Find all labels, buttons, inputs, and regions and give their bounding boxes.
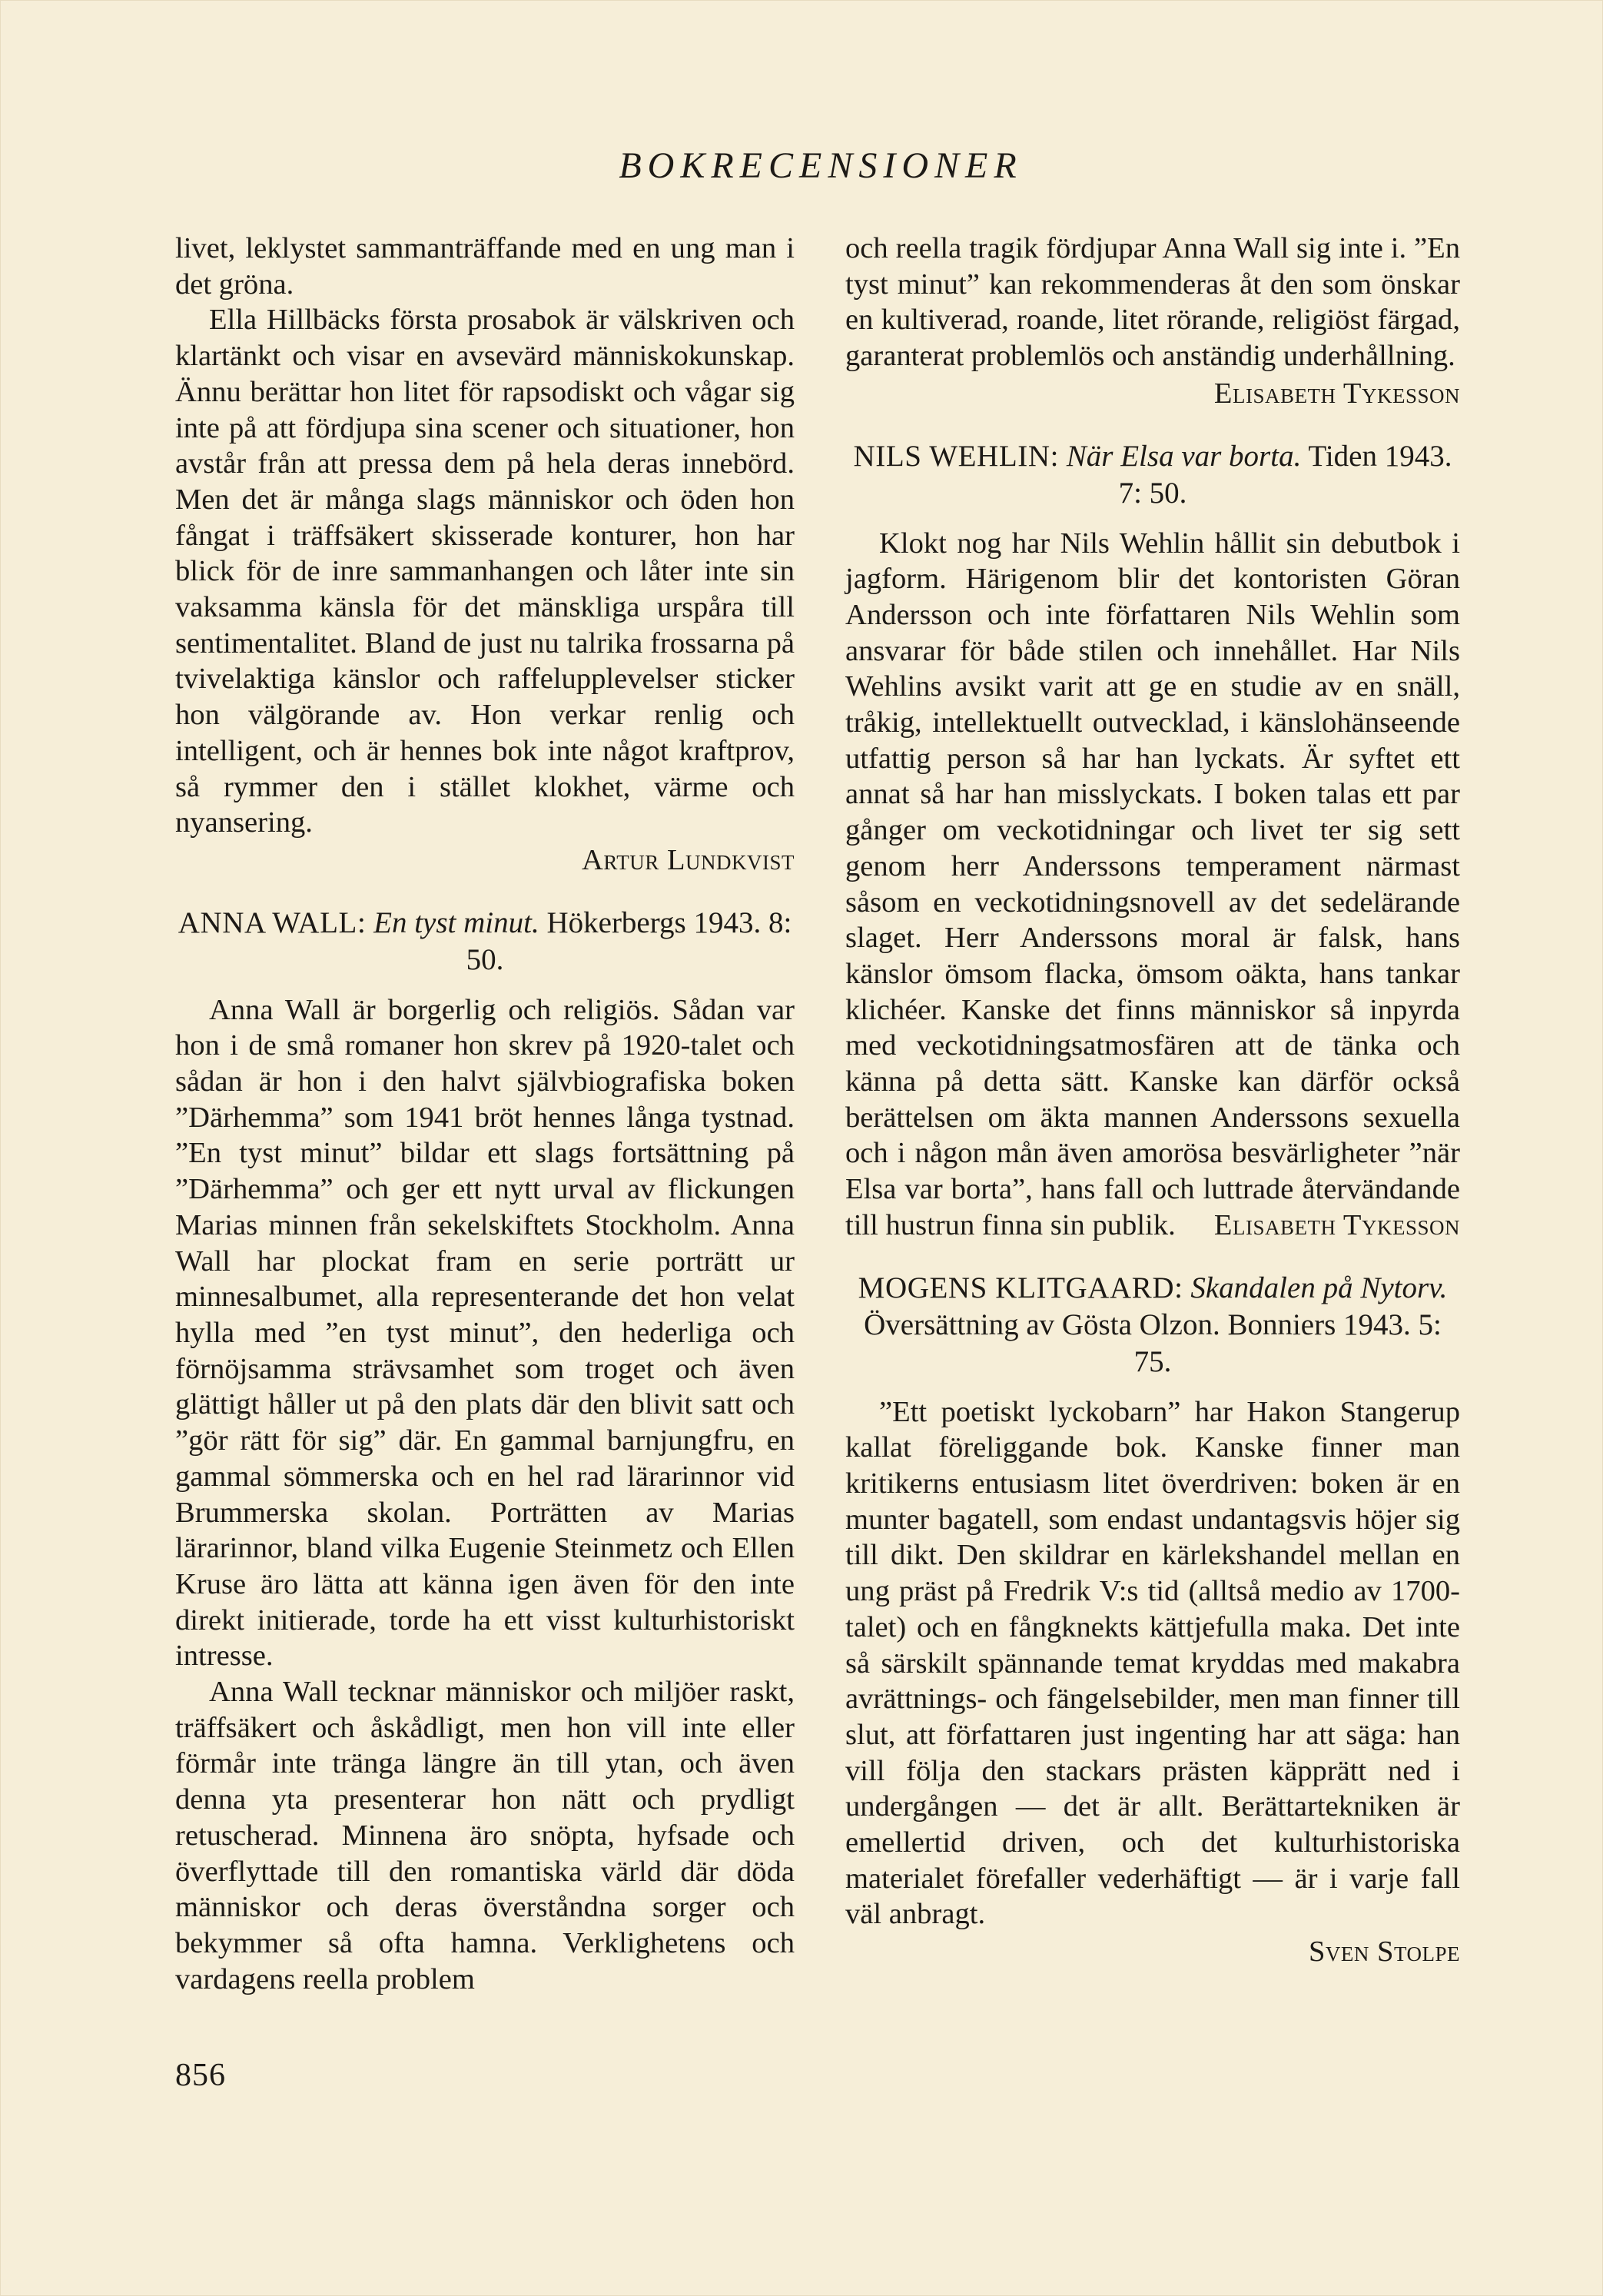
opening-text: livet, leklystet sammanträffande med en ung man i det gröna. xyxy=(175,232,795,301)
left-column xyxy=(175,231,795,1997)
right-column xyxy=(845,231,1460,1970)
hillback-review: Ella Hillbäcks första prosabok är välskriven och klartänkt och visar en avsevärd människokunskap. Ännu berättar hon litet för rapsodiskt och vågar sig inte på att fördjupa sina scener och situationer, hon avstår från att pressa dem på hela deras innebörd. Men det är många slags människor och öden hon fångat i träffsäkert skisserade konturer, hon har blick för de inre sammanhangen och låter inte sin vaksamma känsla för det mänskliga urspåra till sentimentalitet. Bland de just nu talrika frossarna på tvivelaktiga känslor och raffelupplevelser sticker hon välgörande av. Hon verkar renlig och intelligent, och är hennes bok inte något kraftprov, så rymmer den i stället klokhet, värme och nyansering. xyxy=(175,304,795,839)
nils-wehlin-review xyxy=(845,526,1460,1244)
anna-wall-paragraph-2: Anna Wall tecknar människor och miljöer raskt, träffsäkert och åskådligt, men hon vill inte eller förmår inte tränga längre än till ytan, och även denna yta presenterar hon nätt och prydligt retuscherad. Minnena äro snöpta, hyfsade och överflyttade till den romantiska värld där döda människor och deras överståndna sorger och bekymmer så ofta hamna. Verklighetens och vardagens reella problem xyxy=(175,1676,795,1995)
page-number: 856 xyxy=(175,2058,226,2093)
anna-wall-author: ANNA WALL: xyxy=(178,905,367,939)
anna-wall-title: En tyst minut. xyxy=(373,905,539,939)
nils-wehlin-title: När Elsa var borta. xyxy=(1066,439,1302,473)
klitgaard-signature: Sven Stolpe xyxy=(1308,1935,1460,1969)
running-head: BOKRECENSIONER xyxy=(619,145,1023,186)
klitgaard-review: ”Ett poetiskt lyckobarn” har Hakon Stangerup kallat föreliggande bok. Kanske finner man kritikerns entusiasm litet överdriven: boken är en munter bagatell, som endast undantagsvis höjer sig till dikt. Den skildrar en kärlekshandel mellan en ung präst på Fredrik V:s tid (alltså medio av 1700-talet) och en fångknekts kättjefulla maka. Det inte så särskilt spännande temat kryddas med makabra avrättnings- och fängelsebilder, men man finner till slut, att författaren just ingenting har att säga: han vill följa den stackars prästen käpprätt ned i undergången — det är allt. Berättartekniken är emellertid driven, och det kulturhistoriska materialet förefaller vederhäftigt — är i varje fall väl anbragt. xyxy=(845,1395,1460,1931)
anna-wall-continuation: och reella tragik fördjupar Anna Wall sig inte i. ”En tyst minut” kan rekommenderas åt den som önskar en kultiverad, roande, litet rörande, religiöst färgad, garanterat problemlös och anständig underhållning. xyxy=(845,232,1460,373)
nils-wehlin-review-text: Klokt nog har Nils Wehlin hållit sin debutbok i jagform. Härigenom blir det kontoristen Göran Andersson och inte författaren Nils Wehlin som ansvarar för både stilen och innehållet. Har Nils Wehlins avsikt varit att ge en studie av en snäll, tråkig, intellektuellt outvecklad, i känslohänseende utfattig person så har han lyckats. Är syftet ett annat så har han misslyckats. I boken talas ett par gånger om veckotidningar och livet ter sig sett genom herr Anderssons temperament närmast såsom en veckotidningsnovell av det sedelärande slaget. Herr Anderssons moral är falsk, hans känslor ömsom flacka, ömsom oäkta, hans tankar klichéer. Kanske det finns människor så inpyrda med veckotidningsatmosfären att de tänka och känna på detta sätt. Kanske kan därför också berättelsen om äkta mannen Anderssons sexuella och i någon mån även amorösa besvärligheter ”när Elsa var borta”, hans fall och luttrade återvändande till hustrun finna sin publik. xyxy=(845,527,1460,1241)
anna-wall-heading xyxy=(175,905,795,979)
anna-wall-details: Hökerbergs 1943. 8: 50. xyxy=(466,905,792,976)
nils-wehlin-author: NILS WEHLIN: xyxy=(853,439,1060,473)
klitgaard-details: Översättning av Gösta Olzon. Bonniers 1943. 5: 75. xyxy=(864,1307,1442,1378)
anna-wall-signature: Elisabeth Tykesson xyxy=(1213,377,1460,410)
nils-wehlin-details: Tiden 1943. 7: 50. xyxy=(1118,439,1452,510)
hillback-signature: Artur Lundkvist xyxy=(582,843,795,876)
anna-wall-paragraph-1: Anna Wall är borgerlig och religiös. Sådan var hon i de små romaner hon skrev på 1920-talet och sådan är hon i den halvt självbiografiska boken ”Därhemma” som 1941 bröt hennes långa tystnad. ”En tyst minut” bildar ett slags fortsättning på ”Därhemma” och ger ett nytt urval av flickungen Marias minnen från sekelskiftets Stockholm. Anna Wall har plockat fram en serie porträtt ur minnesalbumet, alla representerande det hon velat hylla med ”en tyst minut”, den hederliga och förnöjsamma strävsamhet som troget och även glättigt håller ut på den plats där den blivit satt och ”gör rätt för sig” där. En gammal barnjungfru, en gammal sömmerska och en hel rad lärarinnor vid Brummerska skolan. Porträtten av Marias lärarinnor, bland vilka Eugenie Steinmetz och Ellen Kruse äro lätta att känna igen även för den inte direkt initierade, torde ha ett visst kulturhistoriskt intresse. xyxy=(175,993,795,1673)
klitgaard-title: Skandalen på Nytorv. xyxy=(1190,1271,1448,1304)
nils-wehlin-signature: Elisabeth Tykesson xyxy=(1213,1208,1460,1241)
nils-wehlin-heading xyxy=(845,438,1460,512)
klitgaard-author: MOGENS KLITGAARD: xyxy=(858,1271,1183,1304)
klitgaard-heading xyxy=(845,1270,1460,1381)
